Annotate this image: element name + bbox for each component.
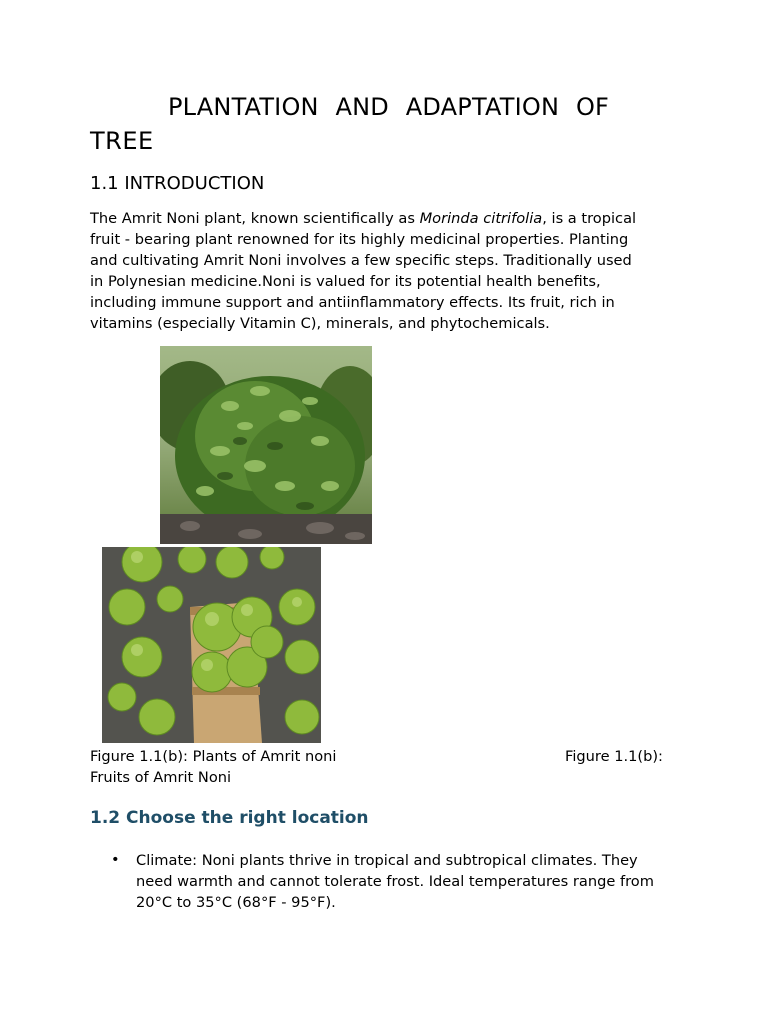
figure-caption-plants: Figure 1.1(b): Plants of Amrit noni	[90, 748, 337, 765]
climate-bullet-text	[136, 850, 681, 913]
paragraph-line	[90, 208, 680, 229]
bullet-line: 20°C to 35°C (68°F - 95°F).	[136, 894, 336, 911]
section-heading-location: 1.2 Choose the right location	[90, 808, 369, 828]
paragraph-line: in Polynesian medicine.Noni is valued for its potential health benefits,	[90, 273, 601, 290]
noni-plant-photo	[160, 346, 372, 544]
bullet-line: need warmth and cannot tolerate frost. Ideal temperatures range from	[136, 873, 654, 890]
paragraph-text: , is a tropical	[542, 210, 637, 227]
introduction-paragraph	[90, 208, 680, 334]
document-title-line-2: TREE	[90, 127, 154, 155]
figure-caption-fruits-label: Figure 1.1(b):	[565, 748, 663, 765]
paragraph-line: fruit - bearing plant renowned for its highly medicinal properties. Planting	[90, 231, 629, 248]
paragraph-line: vitamins (especially Vitamin C), minerals, and phytochemicals.	[90, 315, 550, 332]
bullet-line: Climate: Noni plants thrive in tropical and subtropical climates. They	[136, 852, 638, 869]
section-heading-introduction: 1.1 INTRODUCTION	[90, 173, 265, 194]
paragraph-line: and cultivating Amrit Noni involves a few specific steps. Traditionally used	[90, 252, 632, 269]
paragraph-line: including immune support and antiinflammatory effects. Its fruit, rich in	[90, 294, 615, 311]
document-title-line-1: PLANTATION AND ADAPTATION OF	[168, 93, 610, 121]
bullet-marker: •	[111, 851, 120, 868]
figure-caption-fruits: Fruits of Amrit Noni	[90, 769, 232, 786]
noni-fruits-photo	[102, 547, 321, 743]
paragraph-text: The Amrit Noni plant, known scientifically as	[90, 210, 420, 227]
scientific-name: Morinda citrifolia	[419, 210, 543, 227]
